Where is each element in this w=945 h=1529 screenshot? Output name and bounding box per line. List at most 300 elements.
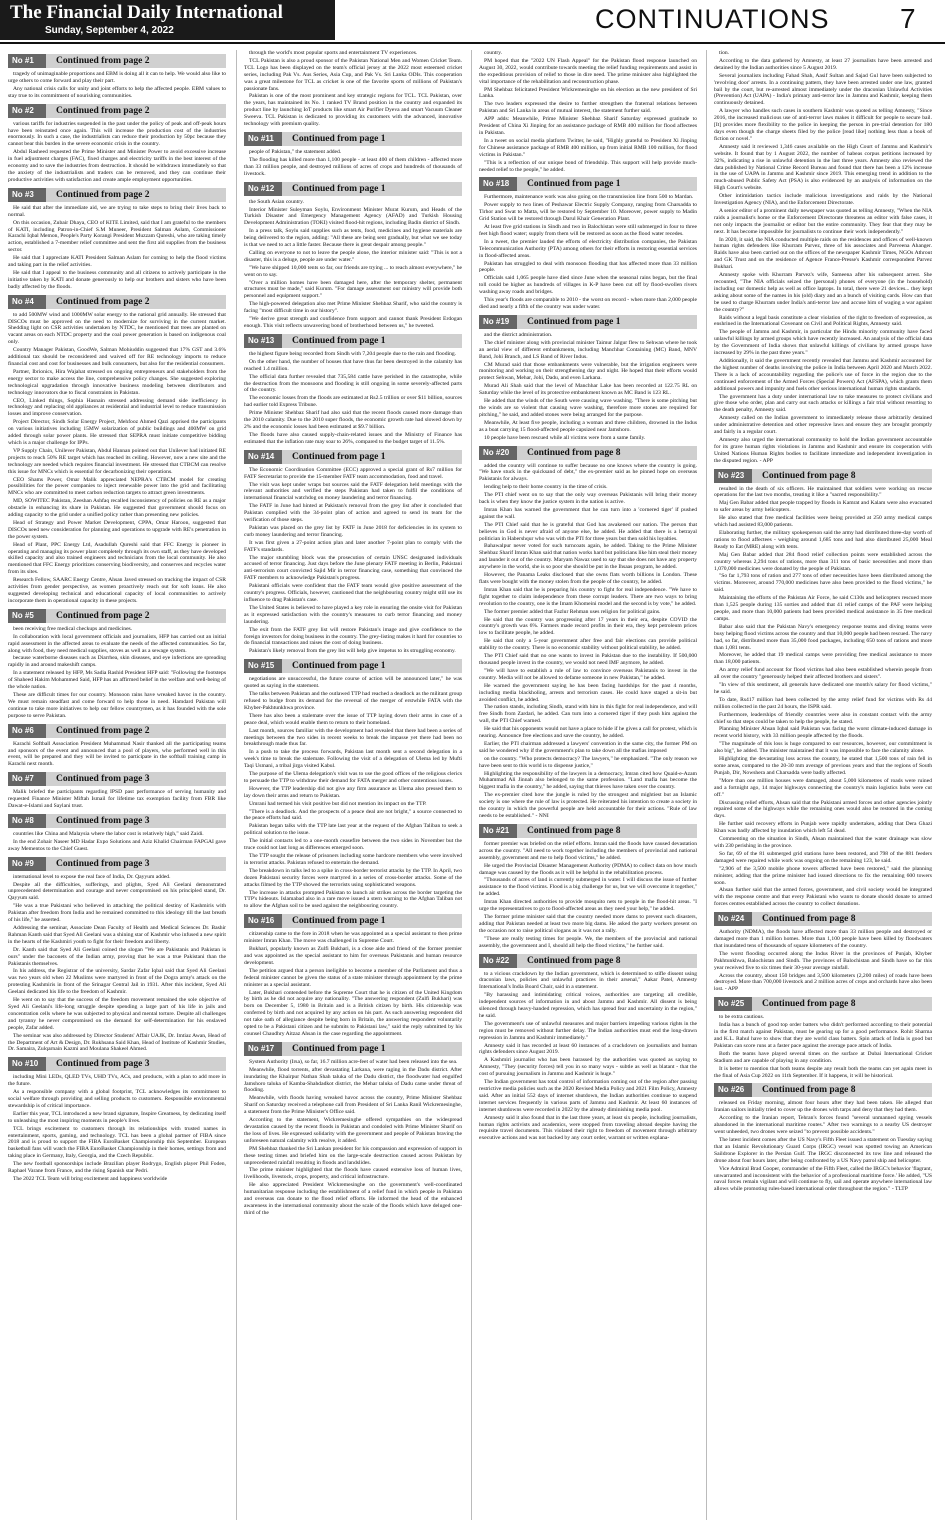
column-1	[8, 50, 226, 1520]
article-paragraph: because waterborne diseases such as Diarrhea, skin diseases, and eye infections are spreading rapidly in and around makeshift camps.	[8, 655, 226, 669]
article-paragraph: Across the country, about 150 bridges and 3,500 kilometers (2,200 miles) of roads have been destroyed. More than 700,000 livestock and 2 million acres of crops and orchards have also been lost. - APP	[714, 972, 932, 993]
article-paragraph: Additionally, it said the government recently revealed that Jammu and Kashmir accounted for the highest number of deaths involving the police in India between April 2020 and March 2022. There is a lack of accountability regarding the police's use of force in the region due to the continued enforcement of the Armed Forces (Special Powers) Act (AFSPA), which grants them additional powers and impunity and fuels other serious international human rights standards.	[714, 357, 932, 392]
article-paragraph: Amnesty said it reviewed 1,346 cases available on the High Court of Jammu and Kashmir's website. It found that by 1 August 2022, the number of habeas corpus petitions increased by 32%, indicating a rise in unlawful detention in the last three years. Amnesty also reviewed the data published by National Crime Record Bureau and found that there has been a 12% increase in the use of UAPA in Jammu and Kashmir since 2019. This emerging trend in addition to the much-abused Public Safety Act (PSA) is also evidenced by an analysis of information on the High Court's website.	[714, 143, 932, 192]
article-paragraph: The latest incident comes after the US Navy's Fifth Fleet issued a statement on Tuesday saying that an Islamic Revolutionary Guard Corps (IRGC) vessel was spotted towing an American Saildrone Explorer in the Persian Gulf. The IRGC disconnected its tow line and released the drone about four hours later, after being confronted by a US Navy patrol ship and helicopter.	[714, 1136, 932, 1164]
article-paragraph: Any national crisis calls for unity and joint efforts to help the affected people. EBM values to stay true to its commitment of nourishing communities.	[8, 85, 226, 99]
continued-from-label: Continued from page 2	[56, 725, 150, 736]
article-paragraph: In collaboration with local government officials and journalists, HFP has carried out an initial rapid assessment in the affected areas to evaluate the needs of the affected communities. So far, along with food, they need medical supplies, stoves as well as a sewage system.	[8, 633, 226, 654]
article-paragraph: the highest figure being recorded from Sindh with 7,204 people due to the rain and flooding.	[249, 350, 457, 357]
continued-article	[714, 997, 932, 1079]
section-title: CONTINUATIONS	[595, 4, 830, 34]
article-paragraph: including Mini LEDs, QLED TVs, UHD TVs, ACs, and products, with a plan to add more in the future.	[8, 1074, 226, 1088]
continued-from-label: Continued from page 3	[56, 815, 150, 826]
column-3	[479, 50, 697, 1520]
page-number: 7	[900, 3, 916, 34]
article-paragraph: The flooding has killed more than 1,100 people - at least 400 of them children - affected more than 33 million people, and destroyed millions of acres of crops and hundreds of thousands of livestock.	[244, 156, 462, 177]
continued-article	[479, 446, 697, 820]
article-paragraph: The chief minister along with provincial minister Taimur Jalgur flew to Sehwan where he took an aerial view of different embankments, including Manchhar Containing (MC) Band, MNV Band, Johi Branch, and LS Band of River Indus.	[479, 339, 697, 360]
continuation-header	[8, 814, 226, 828]
article-paragraph: Babar also said that the Pakistan Navy's emergency response teams and diving teams were busy helping flood victims across the country and that 10,000 people had been rescued. The navy had, so far, distributed more than 35,000 food packages, including 650 tons of rations and more than 1,081 tents.	[714, 623, 932, 651]
article-number: No #20	[479, 446, 517, 460]
article-paragraph: The talks between Pakistan and the outlawed TTP had reached a deadlock as the militant group refused to budge from its demand for the reversal of the merger of erstwhile FATA with the Khyber-Pakhtunkhwa province.	[244, 691, 462, 711]
article-paragraph: Furthermore, leaderships of friendly countries were also in constant contact with the army chief so that steps could be taken to help the people, he stated.	[714, 711, 932, 725]
article-paragraph: lending help to their home country in the time of crisis.	[484, 484, 608, 491]
article-paragraph: "This is a reflection of our unique bond of friendship. This support will help provide much-needed relief to the people," he added.	[479, 159, 697, 173]
article-paragraph: Pakistan began talks with the TTP late last year at the request of the Afghan Taliban to seek a political solution to the issue.	[244, 823, 462, 837]
continuation-header	[8, 724, 226, 738]
article-paragraph: "We derive great strength and confidence from support and cannot thank President Erdogan enough. This visit reflects unwavering bond of brotherhood between us," he tweeted.	[244, 316, 462, 329]
article-paragraph: Ahsan further said that the armed forces, government, and civil society would be integrated with the response centre and that every Pakistani who wants to donate should donate to armed forces centres established across the country to collect donations.	[714, 887, 932, 908]
article-number: No #5	[8, 609, 46, 623]
newspaper-title: The Financial Daily International	[10, 2, 283, 23]
article-paragraph: "Over a million homes have been damaged here, after the temporary shelter, permanent structures must be made," said Kurum. "For damage assessment our ministry will provide both personnel and equipment support."	[244, 279, 462, 300]
article-paragraph: The former prime minister said that the country needed more dams to prevent such disasters, adding that Pakistan needed at least two more big dams. He asked the party workers present on the occasion not to raise political slogans as it was not a rally.	[479, 913, 697, 934]
article-paragraph: It was first given a 27-point action plan and later another 7-point plan to comply with the FATF's standards.	[244, 539, 462, 553]
article-paragraph: MD, SOWITEC Pakistan, Zeeshan Ashfaq recalled inconsistency of policies on RE as a major obstacle in enhancing its share in Pakistan. He suggested that government should focus on adding capacity to the grid under a unified policy rather than presenting new policies.	[8, 498, 226, 519]
article-number: No #7	[8, 772, 46, 786]
continued-from-label: Continued from page 1	[292, 916, 386, 927]
continued-from-label: Continued from page 2	[56, 610, 150, 621]
continued-article	[479, 315, 697, 442]
continuation-header	[244, 182, 462, 196]
article-paragraph: Pakistani officials were confident that the FATF team would give positive assessment of the country's progress. Officials, however, cautioned that the neighbouring country might still use its influence to drag Pakistan's case.	[244, 583, 462, 603]
article-paragraph: Country Manager Pakistan, GoodWe, Salman Mohiuddin suggested that 17% GST and 3.6% additional tax should be reconsidered and waived off for RE technology imports to reduce financial cost and cost for businesses and bulk consumers, but also for the residential consumers.	[8, 347, 226, 367]
continued-from-label: Continued from page 1	[292, 335, 386, 346]
continuation-header	[8, 188, 226, 202]
article-paragraph: "The magnitude of this loss is huge compared to our resources, however, our commitment is also big", he added. The minister maintained that it was impossible to face the calamity alone.	[714, 741, 932, 755]
article-paragraph: Amnesty said it also found that in the last three years, at least six people, including journalists, human rights activists and academics, were stopped from traveling abroad despite having the requisite travel documents. This violated their right to freedom of movement through arbitrary executive actions and was not backed by any court order, warrant or written explana-	[479, 1114, 697, 1142]
article-paragraph: The two leaders expressed the desire to further strengthen the fraternal relations between Pakistan and Sri Lanka in areas of mutual interest, the statement further said.	[479, 101, 697, 115]
article-paragraph: country.	[484, 50, 503, 56]
article-paragraph: The people of Jammu and Kashmir, in particular the Hindu minority community have faced unlawful killings by armed groups which have recently increased. An analysis of the official data by the Government of India shows that unlawful killings of civilians by armed groups have increased by 29% in the past three years."	[714, 329, 932, 357]
article-number: No #16	[244, 914, 282, 928]
continued-from-label: Continued from page 1	[527, 179, 621, 190]
continuation-header	[244, 1042, 462, 1056]
article-paragraph: Imran Khan directed authorities to provide mosquito nets to people in the flood-hit areas. "I urge the representatives to go to flood-affected areas as they need your help," he added.	[479, 899, 697, 913]
article-paragraph: Pakistan's likely removal from the grey list will help give impetus to its struggling economy.	[249, 648, 456, 655]
continued-article	[8, 814, 226, 853]
article-paragraph: An army relief fund account for flood victims had also been established wherein people from all over the country "generously helped their affected brothers and sisters".	[714, 667, 932, 681]
article-paragraph: "There is a deadlock. And the prospects of a peace deal are not bright," a source connected to the peace efforts had said.	[244, 808, 462, 822]
article-number: No #21	[479, 824, 517, 838]
article-number: No #1	[8, 54, 46, 68]
continuation-header	[479, 315, 697, 329]
article-paragraph: former premier was briefed on the relief efforts. Imran said the floods have caused devastation across the country. "All need to work together including the members of provincial and national assembly, government and me to help flood victims," he added.	[479, 840, 697, 861]
article-paragraph: Other intimidation tactics include malicious investigations and raids by the National Investigation Agency (NIA), and the Enforcement Directorate.	[714, 193, 932, 207]
article-paragraph: "He was a true Pakistani who believed in attaching the political destiny of Kashmiris with Pakistan after freedom from India and he remained committed to this ideology till the last breath of his life," he asserted.	[8, 903, 226, 924]
article-paragraph: the South Asian country.	[249, 198, 304, 205]
continuation-header	[714, 997, 932, 1011]
article-number: No #9	[8, 857, 46, 871]
article-paragraph: In 2020, it said, the NIA conducted multiple raids on the residences and offices of well-known human rights defenders like Khurram Parvez, three of his associates and Parveena Ahanger. Raids have also been carried out on the offices of the newspaper Kashmir Times, NGOs Athrout and GK Trust and on the residence of Agence France-Presse's Kashmir correspondent Parvez Bukhari.	[714, 236, 932, 271]
column-4	[714, 50, 932, 1520]
article-paragraph: The prime minister highlighted that the floods have caused extensive loss of human lives, livelihoods, livestock, crops, property, and critical infrastructure.	[244, 1167, 462, 1181]
article-paragraph: Elaborating further, the military spokesperson said the army had distributed three-day worth of rations to flood affectees - weighing around 1,685 tons and had also distributed 25,000 Meal Ready to Eat (MRE) along with tents.	[714, 530, 932, 550]
continued-article	[8, 104, 226, 184]
article-paragraph: tion.	[719, 50, 730, 56]
article-paragraph: Addressing the seminar, Associate Dean Faculty of Health and Medical Sciences Dr. Bashir Rahman Kanth said that Syed Ali Geelani was a shining star of Kashmir who infused a new spirit in the hearts of the Kashmiri youth to fight for their freedom and liberty.	[8, 925, 226, 945]
continued-article	[479, 824, 697, 950]
article-paragraph: The PTI Chief said that no one wants to invest in Pakistan due to the instability. If 500,000 thousand people invest in the country, we would not need IMF anymore, he added.	[479, 653, 697, 666]
article-number: No #25	[714, 997, 752, 1011]
article-number: No #2	[8, 104, 46, 118]
article-paragraph: "We will have to establish a rule of law to convince overseas Pakistanis to invest in the country. Media will not be allowed to defame someone in new Pakistan," he added.	[479, 667, 697, 681]
article-number: No #14	[244, 450, 282, 464]
article-paragraph: Moreover, he added that 19 medical camps were providing free medical assistance to more than 18,000 patients.	[714, 652, 932, 666]
continued-from-label: Continued from page 1	[292, 1043, 386, 1054]
column-divider	[471, 50, 472, 1520]
article-paragraph: He said that I appreciate KATI President Salman Aslam for coming to help the flood victims and taking part in the relief activities.	[8, 255, 226, 269]
article-paragraph: He further said recovery efforts in Punjab were rapidly undertaken, adding that Dera Ghazi Khan was badly affected by inundation which left 54 dead.	[714, 821, 932, 835]
article-paragraph: to add 500MW wind and 1000MW solar energy to the national grid annually. He stressed that DISCOs must be approved on the need to modernize for surviving in the current market. Shedding light on CSR activities undertaken by NTDC, he mentioned that trees are planted on vacant areas on each NTDC property and the coal power generation is based on indigenous coal only.	[8, 311, 226, 346]
article-paragraph: citizenship came to the fore in 2018 when he was appointed as a special assistant to then prime minister Imran Khan. The move was challenged in Supreme Court.	[244, 931, 462, 945]
article-paragraph: Furthermore, maintenance work was also going on the transmission line from 500 to Mardan.	[484, 194, 694, 201]
article-paragraph: Maj Gen Babar added that people trapped by floods in Kamrat and Kalam were also evacuated to safer areas by army helicopters.	[714, 500, 932, 514]
article-number: No #22	[479, 954, 517, 968]
article-number: No #26	[714, 1083, 752, 1097]
article-paragraph: In his address, the Registrar of the university, Sardar Zafar Iqbal said that Syed Ali Geelani was two years old when 22 Muslims were martyred in front of the Dogra army's attack on the protesting Kashmiris in front of the Srinagar Central Jail in 1931. After this incident, Syed Ali Geelani dedicated his life to the freedom of Kashmir.	[8, 968, 226, 996]
article-paragraph: Dr. Kanth said that Syed Ali Geelani coined the slogan "We are Pakistanis and Pakistan is ours" under the baconets of the Indian army, proving that he was a true Pakistani than the Pakistanis themselves.	[8, 946, 226, 967]
article-paragraph: However, the TTP leadership did not give any firm assurance as Ulema also pressed them to lay down their arms and return to Pakistan.	[244, 785, 462, 799]
article-paragraph: The TTP sought the release of prisoners including some hardcore members who were involved in terrorist attacks. Pakistan refused to entertain the demand.	[244, 853, 462, 866]
article-paragraph: Later, Bukhari contended before the Supreme Court that he is citizen of the United Kingdom by birth as he did not acquire any nationality. "The answering respondent (Zulfi Bukhari) was born on December 5, 1980 in Britain and is a British citizen by birth. His citizenship was conferred by birth and not acquired by any action on his part. As such answering respondent did not take oath of allegiance despite being born in Britain, the answering respondent voluntarily opted to be a Pakistani citizen and he submits to Pakistani law," said the reply submitted by his counsel Chaudhry Aitzaz Ahsan in the case regarding the appointment.	[244, 989, 462, 1037]
article-paragraph: According to the data gathered by Amnesty, at least 27 journalists have been arrested and detained by the Indian authorities since 5 August 2019.	[714, 57, 932, 71]
continuation-header	[714, 912, 932, 926]
article-paragraph: Earlier this year, TCL introduced a new brand signature, Inspire Greatness, by dedicating itself to unleashing the most inspiring moments in people's lives.	[8, 1110, 226, 1124]
continued-from-label: Continued from page 2	[56, 296, 150, 307]
continued-from-label: Continued from page 8	[762, 470, 856, 481]
article-paragraph: Karachi Softball Association President Muhammad Nasir thanked all the participating teams and sponsors of the event and announced that a pool of players, who performed well in this event, will be prepared and they will be invited to participate in the softball training camp in Karachi next month.	[8, 740, 226, 768]
continued-article	[714, 912, 932, 993]
continued-article	[714, 1083, 932, 1193]
article-paragraph: Prime Minister Shehbaz Sharif had also said that the recent floods caused more damage than the 2010 calamity. Due to the 2010 super floods, the economic growth rate had slowed down by 2% and the economic losses had been estimated at $9.7 billion.	[244, 410, 462, 430]
continued-article	[8, 724, 226, 769]
article-paragraph: However, the Panama Leaks disclosed that she owns flats worth billions in London. These flats were bought with the money stolen from the people of the country, he added.	[479, 572, 697, 585]
continuation-header	[479, 954, 697, 968]
article-paragraph: The increase in attacks prompted Pakistan to launch air strikes across the border targeting the TTP's hideouts. Islamabad also in a rare move issued a stern warning to the Afghan Taliban not to allow the Afghan soil to be used against the neighbouring country.	[244, 889, 462, 910]
article-paragraph: The new football sponsorships include Brazilian player Rodrygo, English player Phil Foden, Raphael Varane from France, and the rising Spanish star Pedri.	[8, 1161, 226, 1175]
article-paragraph: The FATF in June had hinted at Pakistan's removal from the grey list after it concluded that Pakistan complied with the 34-point plan of action and agreed to send its team for the verification of those steps.	[244, 503, 462, 524]
article-paragraph: CEO Shams Power, Omar Malik appreciated NEPRA's CTBCM model for creating possibilities for the power companies to inject renewable power into the grid and facilitating MNCs who are committed to meet carbon reduction targets to attract green investments.	[8, 476, 226, 497]
article-paragraph: The government's use of unlawful measures and major barriers impeding various rights in the region must be removed without further delay. The Indian authorities must end the long-drawn repression in Jammu and Kashmir immediately."	[479, 1020, 697, 1041]
article-paragraph: countries like China and Malaysia where the labor cost is relatively high," said Zaidi.	[13, 830, 204, 837]
article-paragraph: He said that only a 5-year government after free and fair elections can provide political stability to the country. There is no economic stability without political stability, he added.	[479, 638, 697, 652]
continued-from-label: Continued from page 1	[527, 316, 621, 327]
continuation-header	[8, 295, 226, 309]
article-paragraph: These are difficult times for our country. Monsoon rains have wreaked havoc in the country. We must remain steadfast and come forward to help those in need. Hamdard Pakistan will continue to take more initiatives to help our fellow countrymen, as it has founded with the sole purpose to serve Pakistan.	[8, 691, 226, 719]
continued-from-label: Continued from page 3	[56, 774, 150, 785]
article-paragraph: APP adds: Meanwhile, Prime Minister Shehbaz Sharif Saturday expressed gratitude to President of China Xi Jinping for an assistance package of RMB 400 million for flood affectees in Pakistan.	[479, 116, 697, 136]
continuation-header	[8, 104, 226, 118]
article-paragraph: "In view of this sentiment, all generals have dedicated one month's salary for flood victims," he said.	[714, 682, 932, 695]
continued-from-label: Continued from page 8	[762, 1085, 856, 1096]
article-paragraph: The petition argued that a person ineligible to become a member of the Parliament and thus a federal minister cannot be given the status of a state minister through appointment by the prime minister as a special assistant.	[244, 967, 462, 988]
continuation-header	[8, 54, 226, 68]
article-paragraph: He said that his opponents would not have a place to hide if he gives a call for protest, which is nearing. Announce free elections and save the country, he added.	[479, 726, 697, 740]
article-paragraph: He said that after the immediate aid, we are trying to take steps to bring their lives back to normal.	[8, 204, 226, 218]
article-paragraph: The nation stands, including Sindh, stand with him in this fight for real independence, and will free Sindh from Zardari, he added. Can turn into a cornered tiger if they push him against the wall, the PTI Chief warned.	[479, 704, 697, 725]
article-paragraph: and the district administration.	[484, 331, 553, 338]
article-paragraph: Project Director, Sindh Solar Energy Project, Mehfooz Ahmed Qazi apprised the participants on various initiatives including 15MW solarization of public buildings and 400MW on grid added through solar power plants. He stressed that SEPRA must initiate competitive bidding which is a major challenge for IPPs.	[8, 419, 226, 446]
continuation-header	[8, 772, 226, 786]
article-paragraph: The purpose of the Ulema delegation's visit was to use the good offices of the religious clerics to persuade the TTP to withdraw their demand for FATA merger and other contentious issues.	[244, 771, 462, 784]
continued-article	[714, 469, 932, 909]
article-paragraph: There has also been a stalemate over the issue of TTP laying down their arms in case of a peace deal, which would enable them to return to their homeland.	[244, 712, 462, 726]
article-paragraph: The Indian government has total control of information coming out of the region after passing restrictive media policies such as the 2020 Revised Media Policy and 2021 Film Policy, Amnesty said. After an initial 552 days of internet shutdown, the Indian authorities continue to suspend internet services frequently in various parts of Jammu and Kashmir. At least 60 instances of internet shutdowns were recorded in 2022 by the already diminishing media pool.	[479, 1079, 697, 1113]
continued-article	[244, 659, 462, 910]
article-paragraph: PM Shehbaz felicitated President Wickremesinghe on his election as the new president of Sri Lanka.	[479, 86, 697, 100]
continued-article	[244, 182, 462, 330]
article-paragraph: "2,906 of the 3,500 mobile phone towers affected have been restored," said the planning minister, adding that the prime minister had issued directions to fix the remaining 600 towers soon.	[714, 865, 932, 886]
article-paragraph: Imran Khan said that he is preparing his country to fight for real independence. "We have to fight together to claim independence from these corrupt leaders. There are two ways to bring revolution to the country, one is the Imam Khomeini model and the second is by vote," he added.	[479, 586, 697, 607]
continuation-header	[244, 659, 462, 673]
article-paragraph: The Economic Coordination Committee (ECC) approved a special grant of Rs7 million for FATF Secretariat to provide the 15-member FATF team accommodation, food and travel.	[244, 466, 462, 480]
continued-article	[8, 54, 226, 100]
article-paragraph: He went on to say that the success of the freedom movement remained the sole objective of Syed Ali Geelani's life-long struggle despite spending a large part of his life in jails and concentration cells where he was subjected to physical and mental torture. Despite all challenges and tyranny he never compromised on the demand for self-determination for his enslaved people, Zafar added.	[8, 997, 226, 1031]
article-paragraph: CEO, Linked things, Sophia Hasnain stressed addressing demand side inefficiency in technology and replacing old appliances at residential and industrial level to reduce transmission losses and improve conservation.	[8, 397, 226, 418]
continued-article	[714, 50, 932, 465]
article-paragraph: tragedy of unimaginable proportions and EBM is doing all it can to help. We would also like to urge others to come forward and play their part.	[8, 71, 226, 84]
article-paragraph: The exit from the FATF grey list will restore Pakistan's image and give confidence to the foreign investors for doing business in the country. The grey-listing makes it hard for countries to do financial transactions and raises the cost of doing business.	[244, 626, 462, 647]
article-paragraph: Raids without a legal basis constitute a clear violation of the right to freedom of expression, as enshrined in the International Covenant on Civil and Political Rights, Amnesty said.	[714, 314, 932, 328]
article-paragraph: It is better to mention that both teams despite any result both the teams can yet again meet in the final of Asia Cup 2022 on 11th September. If it happens, it will be historical.	[714, 1065, 932, 1079]
article-paragraph: CM Murad said that those embankments were vulnerable, but the irrigation engineers were monitoring and working on their strengthening day and night. He hoped that their efforts would protect Sehwan, Mehar, Johi, Dadu, and even Larkana.	[479, 361, 697, 382]
article-paragraph: He urged the Provincial Disaster Management Authority (PDMA) to collect data on how much damage was caused by the floods as it will be helpful in the rehabilitation process.	[479, 862, 697, 876]
article-paragraph: "These are really testing times for people. We, the members of the provincial and national assembly, the government and I, should all help the flood victims," he further said.	[479, 935, 697, 949]
article-paragraph: Imran Khan has warned the government that he can turn into a 'cornered tiger' if pushed against the wall.	[479, 506, 697, 520]
article-paragraph: To date, Rs417 million had been collected by the army relief fund for victims with Rs 44 million collected in the past 24 hours, the ISPR said.	[714, 696, 932, 710]
continued-article	[479, 177, 697, 311]
article-paragraph: 10 people have been rescued while all victims were from a same family.	[484, 434, 646, 441]
article-number: No #18	[479, 177, 517, 191]
continued-article	[8, 857, 226, 1054]
article-paragraph: In a statement released by HFP, Ms Sadia Rashid President HFP said: "Following the footsteps of Shaheed Hakim Mohammed Said, HFP has an affirmed belief in the welfare and well-being of the whole nation.	[8, 670, 226, 691]
article-paragraph: Power supply to two lines of Peshawar Electric Supply Company, ranging from Charsadda to Tirhor and Swat to Matta, will be restored by September 10. Moreover, power supply to Madin Grid Station will be restored through Darul Khair Generation Plant.	[479, 202, 697, 223]
article-paragraph: added the country will continue to suffer because no one knows where the country is going. "We have stuck in the quicksand of debt," the ex-premier said as he pinned hope on overseas Pakistanis for always.	[479, 462, 697, 483]
article-paragraph: Highlighting the responsibility of the lawyers in a democracy, Imran cited how Quaid-e-Azam Muhammad Ali Jinnah also belonged to the same profession. "Land mafia has become the biggest mafia in the country," he added, saying that thieves have taken over the country.	[479, 770, 697, 791]
continuation-header	[714, 469, 932, 483]
article-paragraph: Authority (NDMA), the floods have affected more than 33 million people and destroyed or damaged more than 1 million homes. More than 1,100 people have been killed by floodwaters that inundated tens of thousands of square kilometers of the country.	[714, 929, 932, 949]
article-paragraph: Bahawalpur never voted for such turncoats again, he added. Taking to the Prime Minister Shehbaz Sharif Imran Khan said that nation works hard but politicians like him steal their money and launder it out of the country. Maryam Nawaz used to say that she does not have any property anywhere in the world, she is so poor she should be put in the Ihsaas program, he added.	[479, 543, 697, 571]
continued-article	[244, 334, 462, 446]
continued-from-label: Continued from page 8	[527, 825, 621, 836]
article-number: No #17	[244, 1042, 282, 1056]
article-paragraph: "We have shipped 10,000 tents so far, our friends are trying ... to reach almost everywhere," he went on to say.	[244, 264, 462, 278]
article-paragraph: resulted in the death of six officers. He maintained that soldiers were working on rescue operations for the last two months, treating it like a "sacred responsibility."	[714, 485, 932, 499]
article-paragraph: Planning Minister Ahsan Iqbal said Pakistan was facing the worst climate-induced damage in recent world history, with 33 million people affected by the floods.	[714, 726, 932, 740]
continued-from-label: Continued from page 3	[56, 858, 150, 869]
article-paragraph: He warned the government saying he has been facing hardships for the past 4 months, including media blackholing, arrests and terrorism cases. He could have staged a sit-in but avoided conflict, he added.	[479, 682, 697, 703]
article-paragraph: Amnesty said it has recorded at least 60 instances of a crackdown on journalists and human rights defenders since August 2019.	[479, 1042, 697, 1056]
article-number: No #3	[8, 188, 46, 202]
article-paragraph: In a push to take the process forwards, Pakistan last month sent a second delegation in a week's time to break the stalemate. Following the visit of a delegation of Ulema led by Mufti Taqi Usmani, a tribal jirga visited Kabul.	[244, 749, 462, 770]
article-paragraph: to a vicious crackdown by the Indian government, which is determined to stifle dissent using draconian laws, policies and unlawful practices in their arsenal," Aakar Patel, Amnesty International's India Board Chair, said in a statement.	[479, 970, 697, 991]
article-paragraph: "Thousands of acres of land is currently submerged in water. I will discuss the issue of further assistance to the flood victims. Flood is a big challenge for us, but we will overcome it together," he added.	[479, 877, 697, 898]
continued-from-label: Continued from page 8	[762, 999, 856, 1010]
article-paragraph: The floods have also caused supply-chain-related issues and the Ministry of Finance has estimated that the inflation rate may soar to 26%, compared to the budget target of 11.5%.	[244, 431, 462, 445]
article-paragraph: He also stated that free medical facilities were being provided at 250 army medical camps which had assisted 83,000 patients.	[714, 515, 932, 529]
masthead-rule	[0, 42, 945, 44]
continued-article	[244, 50, 462, 128]
article-paragraph: The seminar was also addressed by Director Students' Affair UAJK, Dr. Imtiaz Awan, Head of the Department of Art & Design, Dr. Rukhsana Said Khan, Head of Institute of Kashmir Studies, Dr. Samaira, Zulqarnain Kazmi and Moulana Shakeel Ahmed.	[8, 1032, 226, 1053]
article-paragraph: A senior editor of a prominent daily newspaper was quoted as telling Amnesty, "When the NIA raids a journalist's home or the Enforcement Directorate threatens an editor with false cases, it not only impacts the journalist or editor but the entire community. They fear that they may be next. It has become impossible for journalists to continue their work independently."	[714, 207, 932, 235]
continuation-header	[479, 824, 697, 838]
article-paragraph: Malik briefed the participants regarding IPSD past performance of serving humanity and requested Finance Minister Miftah Ismail for lifetime tax exemption facility from FBR like Dawat-e-Islami and Saylani trust.	[8, 789, 226, 810]
article-paragraph: Umrani had termed his visit positive but did not mention its impact on the TTP.	[249, 800, 427, 807]
article-number: No #11	[244, 132, 282, 146]
article-paragraph: released on Friday morning, almost four hours after they had been taken. He alleged that Iranian sailors initially tried to cover up the drones with tarps and deny that they had them.	[714, 1100, 932, 1114]
article-paragraph: Head of Plant, PPC Energy Ltd, Asadullah Qureshi said that FFC Energy is pioneer in operating and managing its power plant completely through its own staff, as they have developed skilled capacity and also trained engineers and technicians from the local community. He also mentioned that FFC Energy prioritizes conserving biodiversity, and conserves and recycles water from its sites.	[8, 541, 226, 576]
article-paragraph: The worst flooding occurred along the Indus River in the provinces of Punjab, Khyber Pakhtunkhwa, Balochistan and Sindh. The provinces of Balochistan and Sindh have so far this year received five to six times their 30-year average rainfall.	[714, 950, 932, 971]
continuation-header	[714, 1083, 932, 1097]
article-paragraph: TCL brings excitement to customers through its relationships with trusted names in entertainment, sports, gaming, and technology. TCL has been a global partner of FIBA since 2018 and is proud to support the FIBA EuroBasket Championship this September. European basketball fans will watch the FIBA EuroBasket Championship in their homes, settings from and taking place in Germany, Italy, Georgia, and the Czech Republic.	[8, 1125, 226, 1160]
article-paragraph: Pakistan was placed on the grey list by FATF in June 2018 for deficiencies in its system to curb money laundering and terror financing.	[244, 524, 462, 538]
article-paragraph: Amnesty spoke with Khurram Parvez's wife, Sameena after his subsequent arrest. She recounted, "The NIA officials seized the (personal) phones of everyone (in the household) including our domestic help as well as office laptops. In total, there were 21 devices... they kept asking about some of the names in his (old) diary and an a bunch of visiting cards. How can that be used to charge Khurram under India's anti-terror law and accuse him of waging a war against the country?"	[714, 272, 932, 313]
column-divider	[706, 50, 707, 1520]
article-paragraph: Amnesty also urged the international community to hold the Indian government accountable for its grave human rights violations in Jammu and Kashmir and ensure its cooperation with United Nations Human Rights bodies to facilitate immediate and independent investigation in the disputed region. - APP	[714, 436, 932, 464]
article-number: No #12	[244, 182, 282, 196]
continued-article	[8, 772, 226, 810]
article-paragraph: So far, 69 of the 81 submerged grid stations have been restored, and 798 of the 881 feeders damaged were repaired while work was ongoing on the remaining 123, he said.	[714, 850, 932, 864]
article-paragraph: PM Shehbaz thanked the Sri Lankan president for his compassion and expression of support in these testing times and briefed him on the large-scale destruction caused across Pakistan by unprecedented rainfall resulting in floods and landslides.	[244, 1145, 462, 1166]
article-paragraph: on the country. "Who protects democracy? The lawyers," he emphasized. "The only reason we have been sent to this world is to dispense justice,"	[479, 755, 697, 769]
continued-article	[479, 954, 697, 1143]
continued-article	[244, 1042, 462, 1217]
continued-from-label: Continued from page 8	[527, 955, 621, 966]
article-paragraph: Amnesty called on the Indian government to immediately release those arbitrarily detained under administrative detention and other repressive laws and ensure they are brought promptly and fairly in a regular court.	[714, 415, 932, 436]
article-paragraph: The 2022 TCL Team will bring excitement and happiness worldwide	[13, 1176, 168, 1182]
article-paragraph: people of Pakistan," the statement added.	[249, 148, 342, 155]
continued-article	[8, 295, 226, 605]
continued-from-label: Continued from page 1	[292, 183, 386, 194]
article-paragraph: As a responsible company with a global footprint, TCL acknowledges its commitment to social welfare through providing and selling products to customers. Responsible environmental stewardship is of critical importance.	[8, 1089, 226, 1109]
article-paragraph: The United States is believed to have played a key role in ensuring the onsite visit for Pakistan as it expressed satisfaction with the country's measures to curb terror financing and money laundering.	[244, 604, 462, 625]
article-paragraph: international level to expose the real face of India, Dr. Qayyum added.	[13, 873, 171, 880]
article-paragraph: Despite all the difficulties, sufferings, and plights, Syed Ali Geelani demonstrated unprecedented determination and courage and never compromised on his principled stand, Dr. Qayyum said.	[8, 881, 226, 902]
continued-from-label: Continued from page 2	[56, 56, 150, 66]
article-paragraph: Pakistan has struggled to deal with monsoon flooding that has affected more than 33 million people.	[479, 260, 697, 274]
article-paragraph: At least five grid stations in Sindh and two in Balochistan were still submerged in four to three feet high flood water; supply from them will be restored as soon as the flood water recedes.	[479, 224, 697, 237]
continuation-header	[8, 857, 226, 871]
continued-article	[244, 132, 462, 178]
article-paragraph: On the other hand, the number of houses that have thus far been destroyed in the calamity has reached 1.4 million.	[244, 358, 462, 372]
continued-from-label: Continued from page 2	[56, 189, 150, 200]
continued-from-label: Continued from page 1	[292, 133, 386, 144]
article-paragraph: Vice Admiral Brad Cooper, commander of the Fifth Fleet, called the IRGC's behavior 'flagrant, unwarranted and inconsistent with the behavior of a professional maritime force.' He added, "US naval forces remain vigilant and will continue to fly, sail and operate anywhere international law allows while promoting rules-based international order throughout the region." - TLTP	[714, 1165, 932, 1193]
continued-from-label: Continued from page 8	[527, 447, 621, 458]
continued-from-label: Continued from page 1	[292, 661, 386, 672]
article-paragraph: Research Fellow, SAARC Energy Centre, Ahsan Javed stressed on tracking the impact of CSR activities from gender perspective, as women proactively reach out for soft loans. He also suggested developing technical and educational capacity of local communities to actively incorporate them in operational capacity in these projects.	[8, 577, 226, 604]
article-paragraph: In a tweet, the premier lauded the efforts of electricity distribution companies, the Pakistan Telecommunication Authority (PTA) among others for their efforts in restoring essential services in flood-affected areas.	[479, 238, 697, 259]
article-paragraph: "By harassing and intimidating critical voices, authorities are targeting all credible, independent sources of information in and about Jammu and Kashmir. All dissent is being silenced through heavy-handed repression, which has spread fear and uncertainty in the region," he said.	[479, 992, 697, 1019]
article-paragraph: Calling on everyone to not to leave the people alone, the interior minister said: "This is not a disaster, this is a deluge, people are under water."	[244, 249, 462, 263]
article-number: No #10	[8, 1057, 46, 1071]
continued-article	[479, 50, 697, 173]
article-paragraph: "More than one million houses were damaged, about 5,000 kilometres of roads were ruined and a fortnight ago, 14 major highways connecting the country's main logistics hubs were cut off."	[714, 777, 932, 798]
article-paragraph: The official data further revealed that 735,584 cattle have perished in the catastrophe, while the destruction from the monsoons and flooding is still ongoing in some severely-affected parts of the country.	[244, 373, 462, 394]
article-number: No #15	[244, 659, 282, 673]
article-paragraph: He said that I appeal to the business community and all citizens to actively participate in the initiative taken by KATI and donate generously to help our brothers and sisters who have been badly affected by the floods.	[8, 269, 226, 290]
article-paragraph: been receiving free medical checkups and medicines.	[13, 625, 133, 632]
continuation-header	[479, 177, 697, 191]
article-paragraph: The visit was kept under wraps but sources said the FATF delegation held meetings with the relevant authorities and verified the steps Pakistan had taken to fulfil the conditions of international financial watchdog on money laundering and terror financing.	[244, 481, 462, 502]
article-paragraph: Head of Strategy and Power Market Development, CPPA, Omar Haroon, suggested that DISCOs need new consideration for planning and operations to upgrade with RE's penetration in the power system.	[8, 519, 226, 540]
article-paragraph: This year's floods are comparable to 2010 - the worst on record - when more than 2,000 people died and nearly a fifth of the country was under water.	[479, 297, 697, 310]
continued-article	[8, 188, 226, 291]
article-number: No #13	[244, 334, 282, 348]
article-paragraph: "So far 1,793 tons of ration and 277 tons of other necessities have been distributed among the victims. Moreover, around 770,000 medicines have also been provided to the flood victims," he said.	[714, 573, 932, 594]
article-paragraph: various tariffs for industries suspended in the past under the policy of peak and off-peak hours have been reinstated once again. This will increase the production cost of the industries enormously. In such a case, the industrialists can reduce their production by 50pc because they cannot bear this burden in the severe economic crisis in the country.	[8, 120, 226, 148]
article-paragraph: According to the Iranian report, Tehran's forces found "several unmanned spying vessels abandoned in the international maritime routes." After two warnings to a nearby US destroyer went unheeded, two drones were seized "to prevent possible accidents."	[714, 1115, 932, 1136]
article-paragraph: The initial contacts led to a one-month ceasefire between the two sides in November but the truce could not last long as differences emerged soon.	[244, 838, 462, 852]
continuation-header	[244, 914, 462, 928]
continuation-header	[479, 446, 697, 460]
article-paragraph: Abdul Rasheed requested the Prime Minister and Minister Power to avoid excessive increase in fuel adjustment charges (FAC), fixed charges and electricity tariffs in the best interest of the economy and to save the industries from destruction. It should be withdrawn immediately so that the anxiety of the industrialists and traders can be removed, and they can continue their productive activities with satisfaction and create ample employment opportunities.	[8, 149, 226, 183]
issue-date: Sunday, September 4, 2022	[45, 25, 174, 36]
article-paragraph: The major stumbling block was the prosecution of certain UNSC designated individuals accused of terror financing. Just days before the June plenary FATF meeting in Berlin, Pakistani anti-terrorism court convicted Sajid Mir in terror financing case, something that convinced the FATF members to acknowledge Pakistan's progress.	[244, 554, 462, 582]
article-paragraph: PM hoped that the "2022 UN Flash Appeal" for the Pakistan flood response launched on August 30, 2022, would contribute towards meeting the relief funding requirements and assist in the expeditious provision of relief to those in dire need. The prime minister also highlighted the vital importance of the rehabilitation and reconstruction phase.	[479, 57, 697, 85]
article-paragraph: A Kashmiri journalist who has been harassed by the authorities was quoted as saying to Amnesty, "They (security forces) tell you in so many ways - subtle as well as blatant - that the cost of pursuing journalism in Jammu and Kashmir is huge."	[479, 1057, 697, 1078]
continued-from-label: Continued from page 2	[56, 105, 150, 116]
article-paragraph: Partner, Ibrionics, Hira Wajahat stressed on ongoing entrepreneurs and stakeholders from the energy sector to make access the line, comprehensive policy changes. She suggested exploring technological upgradation through innovative business modeling between distributors and technology innovators due to fiscal constraints in Pakistan.	[8, 368, 226, 396]
article-paragraph: He added that the winds of the South were causing wave washing. "There is some pitching but the winds are so violent that causing wave washing, therefore more stones are required for pitching," he said, and added stones were being arranged for the purpose.	[479, 398, 697, 418]
article-paragraph: Meanwhile, flood torrents, after devastating Larkana, were raging in the Dadu district. After inundating the Khairpur Nathan Shah taluka of the Dadu district, the floodwater had engulfed Jamshoro taluka of Kamba-Shahdadkot district, the Mehar taluka of Dadu came under threat of flooding.	[244, 1066, 462, 1094]
article-paragraph: Officials said 1,065 people have died since June when the seasonal rains began, but the final toll could be higher as hundreds of villages in K-P have been cut off by flood-swollen rivers washing away roads and bridges.	[479, 275, 697, 296]
article-paragraph: to be extra cautious.	[719, 1014, 765, 1021]
article-paragraph: Interior Minister Suleyman Soylu, Environment Minister Murat Kurum, and Heads of the Turkish Disaster and Emergency Management Agency (AFAD) and Turkish Housing Development Administration (TOKI) visited flood-hit regions, including Badin district of Sindh.	[244, 206, 462, 227]
article-paragraph: Earlier, the PTI chairman addressed a lawyers' convention in the same city, the former PM on said he wondered why if the government's plan to take down all the mafias imposed	[479, 740, 697, 754]
article-paragraph: Maj Gen Babar added that 284 flood relief collection points were established across the country whereas 2,294 tons of rations, more than 311 tons of basic necessities and more than 1,070,000 medicines were donated by the people of Pakistan.	[714, 551, 932, 572]
article-paragraph: Commenting on the situation in Sindh, Ahsan maintained that the water drainage was slow with 230 perishing in the province.	[714, 836, 932, 849]
article-paragraph: On this occasion, Zubair Dhaya, CEO of KITE Limited, said that I am grateful to the members of KATI, including Patron-in-Chief S.M Muneer, President Salman Aslam, Commissioner Karachi Iqbal Memon, People's Party Korangi President Muzzam Qureshi, who are taking timely action, established a 7-member relief committee and sent the first aid supplies from the business sector.	[8, 219, 226, 254]
continuation-header	[244, 450, 462, 464]
article-paragraph: He said that the country was progressing after 17 years in their era, despite COVID the country's growth was 6%. Farmers made record profits in their era, they kept petroleum prices low to facilitate people, he added.	[479, 616, 697, 637]
article-number: No #8	[8, 814, 46, 828]
article-number: No #4	[8, 295, 46, 309]
continued-article	[244, 450, 462, 656]
article-paragraph: In the end Zohair Naseer MD Hadar Expo Solutions and Aziz Khalid Chairman FAPGAI gave away Mementos to the Chief Guest.	[8, 838, 226, 852]
article-paragraph: negotiations are unsuccessful, the future course of action will be announced later," he was quoted as saying in the statement.	[244, 676, 462, 690]
article-paragraph: System Authority (Irsa), so far, 16.7 million acre-feet of water had been released into the sea.	[249, 1058, 458, 1065]
article-paragraph: Meanwhile, with floods having wreaked havoc across the country, Prime Minister Shehbaz Sharif on Saturday received a telephone call from President of Sri Lanka Ranil Wickremesinghe, a statement from the Prime Minister's Office said.	[244, 1095, 462, 1116]
continued-from-label: Continued from page 3	[56, 1059, 150, 1070]
continued-article	[8, 609, 226, 720]
article-paragraph: The high-powered delegation also met Prime Minister Shehbaz Sharif, who said the country is facing "most difficult time in our history".	[244, 301, 462, 315]
continuation-header	[244, 334, 462, 348]
article-number: No #6	[8, 724, 46, 738]
masthead	[0, 0, 945, 40]
article-paragraph: The breakdown in talks led to a spike in cross-border terrorist attacks by the TTP. In April, two dozen Pakistani security forces were martyred in a series of cross-border attacks. Some of the attacks filmed by the TTP showed the terrorists using sophisticated weapons.	[244, 867, 462, 888]
article-paragraph: Discussing relief efforts, Ahsan said that the Pakistani armed forces and other agencies jointly repaired some of the highways while the remaining ones would also be restored in the coming days.	[714, 799, 932, 820]
article-paragraph: through the world's most popular sports and entertainment TV experiences.	[249, 50, 418, 56]
article-paragraph: Last month, sources familiar with the development had revealed that there had been a series of meetings between the two sides in recent weeks to break the impasse yet there had been no breakthrough made thus far.	[244, 727, 462, 748]
continued-from-label: Continued from page 1	[292, 451, 386, 462]
continued-article	[244, 914, 462, 1038]
article-paragraph: He also appreciated President Wickremesinghe on the government's well-coordinated humanitarian response including the establishment of a relief fund in which people in Pakistan and overseas can donate to the flood relief efforts. He informed the head of the enhanced awareness in the international community about the scale of the floods which have deluged one-third of the	[244, 1182, 462, 1216]
masthead-title-block	[0, 0, 335, 40]
article-paragraph: The economic losses from the floods are estimated at Rs2.5 trillion or over $11 billion, sources had earlier told Express Tribune.	[244, 395, 462, 409]
article-paragraph: In a tweet on social media platform Twitter, he said, "Highly grateful to President Xi Jinping for Chinese assistance package of RMB 400 million, up from initial RMB 100 million, for flood victims in Pakistan."	[479, 137, 697, 158]
article-paragraph: The PTI Chief said that he is grateful that God has awakened our nation. The person that believes in God is never afraid of anyone else, he added. He added that there is a betrayal politician in Habershqur who was with the PTI for three years but then sold his loyalties.	[479, 521, 697, 542]
article-paragraph: The ex-premier cited how the jungle is ruled by the strongest and mightiest but an Islamic society is one where the rule of law is protected. He reiterated his intention to create a society in the country in which the powerful people are held accountable for their actions. "Rule of law needs to be established." - NNI	[479, 792, 697, 819]
article-number: No #24	[714, 912, 752, 926]
continued-article	[8, 1057, 226, 1183]
article-paragraph: A lawyer who handles such cases in southern Kashmir was quoted as telling Amnesty, "Since 2016, the increased malicious use of anti-terror laws makes it difficult for people to secure bail. [It] provides more flexibility to the police in keeping the person in pre-trial detention for 180 days even though the charge sheets filed by the police [read like] nothing less than a book of fiction or novel."	[714, 108, 932, 142]
article-paragraph: India has a bunch of good top order batters who didn't performed according to their potential in the first match against Pakistan, must be gearing up for a good performance. Rohit Sharma and K.L. Rahul have to show that they are world class batters. Spin attack of India is good but Pakistan can score runs at a faster pace against the average pace attack of India.	[714, 1022, 932, 1049]
article-paragraph: The PTI chief went on to say that the only way overseas Pakistanis will bring their money back is when they know the justice system in the nation is active.	[479, 492, 697, 506]
article-paragraph: In a press talk, Soylu said supplies such as tents, food, medicines and hygiene materials are being delivered to the region, adding: "All these are being sent gradually, but what we see today is that we need to act a little faster. Because there is great despair among people."	[244, 228, 462, 249]
article-paragraph: Murad Ali Shah said that the level of Manchhar Lake has been recorded at 122.75 RL on Saturday while the level of its protective embankment known as MC Band is 123 RL.	[479, 383, 697, 397]
